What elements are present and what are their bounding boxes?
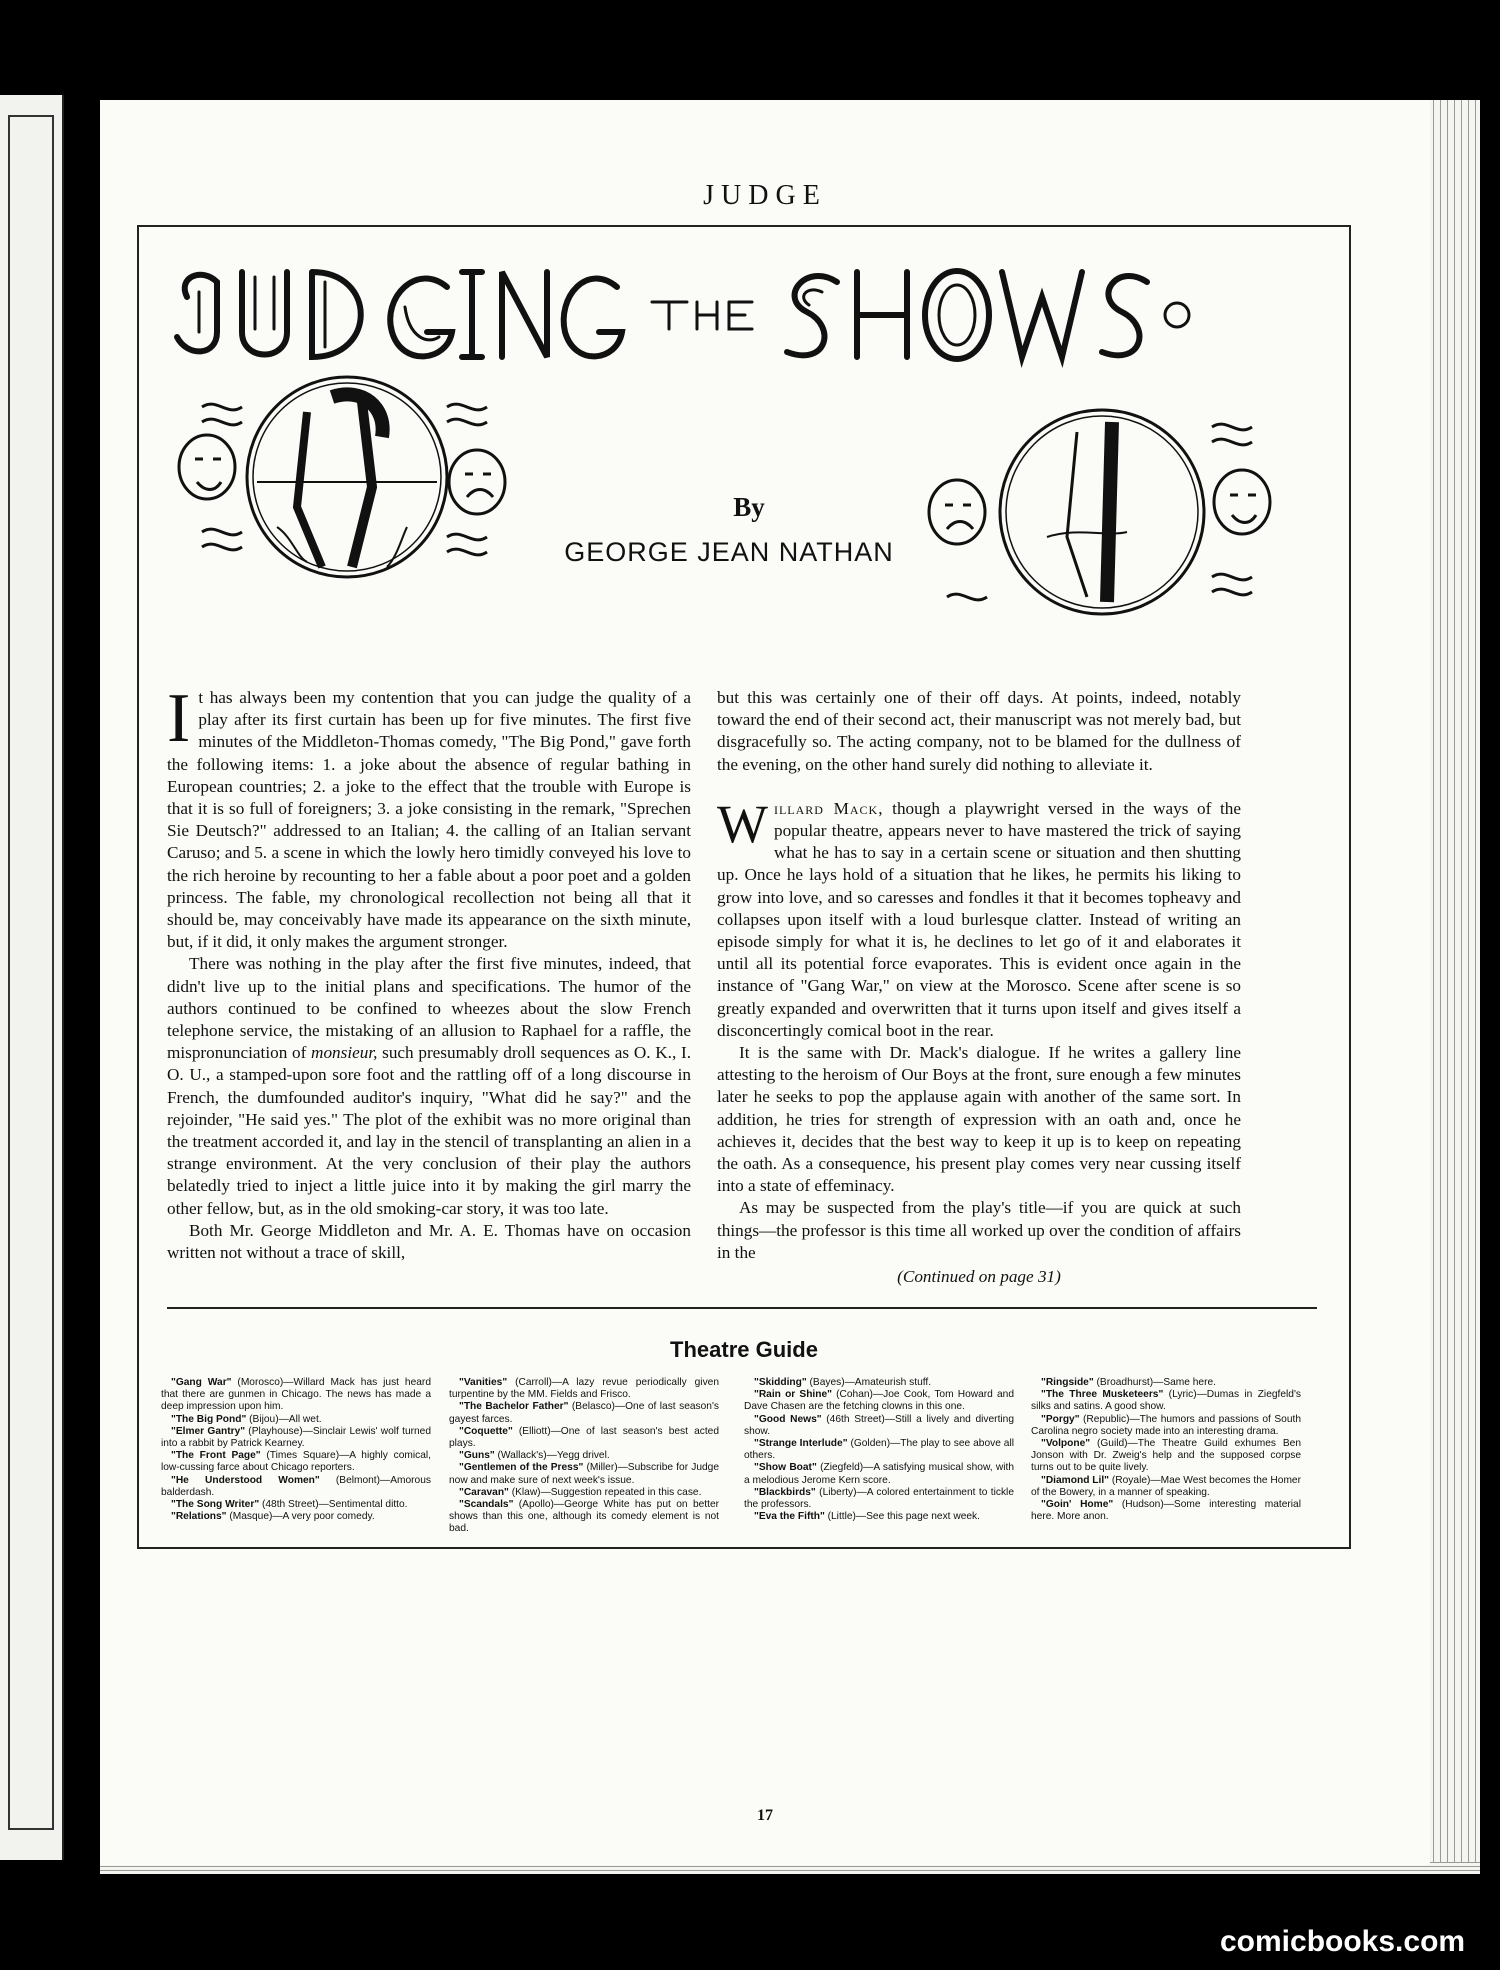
show-name: "Good News" — [754, 1413, 822, 1425]
guide-entry — [744, 1487, 1014, 1511]
show-name: "Relations" — [171, 1511, 227, 1523]
show-name: "Blackbirds" — [754, 1486, 816, 1498]
guide-entry — [744, 1511, 1014, 1523]
guide-entry — [449, 1462, 719, 1486]
guide-entry — [449, 1426, 719, 1450]
show-review: (Lyric)—Dumas in Ziegfeld's silks and satins. A good show. — [1031, 1389, 1301, 1413]
article-box — [137, 225, 1351, 1549]
show-review: (Guild)—The Theatre Guild exhumes Ben Jonson with Dr. Zweig's help and the supposed corpse turns out to be quite lively. — [1031, 1438, 1301, 1474]
show-name: "Skidding" — [754, 1377, 807, 1388]
show-review: (Carroll)—A lazy revue periodically given turpentine by the MM. Fields and Frisco. — [449, 1377, 719, 1401]
show-review: (Miller)—Subscribe for Judge now and make sure of next week's issue. — [449, 1462, 719, 1486]
theatre-guide-column-3 — [744, 1377, 1014, 1523]
page-stack-edge — [1430, 100, 1480, 1865]
drop-cap: W — [717, 793, 768, 854]
show-name: "Goin' Home" — [1041, 1499, 1114, 1511]
show-name: "The Bachelor Father" — [459, 1401, 569, 1413]
show-name: "Porgy" — [1041, 1413, 1080, 1425]
guide-entry — [744, 1438, 1014, 1462]
show-review: (48th Street)—Sentimental ditto. — [259, 1499, 408, 1511]
byline-by: By — [733, 492, 765, 522]
guide-entry — [161, 1426, 431, 1450]
article-column-1 — [167, 680, 691, 1264]
paragraph — [167, 1220, 691, 1264]
paragraph-text: It is the same with Dr. Mack's dialogue. If he writes a gallery line attesting to the heroism of Our Boys at the front, sure enough a few minutes later he seeks to pop the applause again with another of the same sort. In addition, he tries for strength of expression with an oath and, once he achieves it, decides that the best way to keep it up is to keep on repeating the oath. As a consequence, his present play comes very near cussing itself into a state of effeminacy. — [717, 1043, 1241, 1196]
paragraph-text: Both Mr. George Middleton and Mr. A. E. Thomas have on occasion written not without a trace of skill, — [167, 1220, 691, 1263]
guide-entry — [1031, 1389, 1301, 1413]
show-name: "Elmer Gantry" — [171, 1425, 246, 1437]
show-name: "Rain or Shine" — [754, 1389, 832, 1401]
show-review: (Ziegfeld)—A satisfying musical show, with a melodious Jerome Kern score. — [744, 1462, 1015, 1486]
magazine-title: JUDGE — [703, 180, 827, 211]
show-review: (Bayes)—Amateurish stuff. — [806, 1377, 932, 1388]
show-review: (Republic)—The humors and passions of South Carolina negro society made into an interesting drama. — [1031, 1413, 1301, 1437]
adjacent-page-edge — [0, 95, 64, 1860]
paragraph — [717, 793, 1241, 1042]
show-name: "The Three Musketeers" — [1041, 1389, 1164, 1401]
magazine-page — [100, 100, 1430, 1865]
small-caps-name: illard Mack, — [773, 798, 884, 818]
divider — [167, 1307, 1317, 1309]
show-name: "Guns" — [459, 1450, 495, 1462]
show-review: (Liberty)—A colored entertainment to tickle the professors. — [744, 1486, 1014, 1511]
show-name: "Volpone" — [1041, 1438, 1091, 1450]
continued-note: (Continued on page 31) — [897, 1267, 1061, 1287]
guide-entry — [161, 1414, 431, 1426]
paragraph-text: As may be suspected from the play's title—if you are quick at such things—the professor is this time all worked up over the condition of affairs in the — [717, 1198, 1241, 1262]
paragraph-text: though a playwright versed in the ways of the popular theatre, appears never to have mastered the trick of saying what he has to say in a certain scene or situation and then shutting up. Once he lays hold of a situation that he likes, he permits his liking to grow into love, and so caresses and fondles it that it becomes topheavy and collapses upon itself with a loud burlesque clatter. Instead of writing an episode simply for what it is, he declines to let go of it and elaborates it until all its potential force evaporates. This is evident once again in the instance of "Gang War," on view at the Morosco. Scene after scene is so greatly expanded and overwritten that it turns upon itself and gives itself a disconcertingly comical boot in the rear. — [717, 798, 1241, 1040]
show-review: (Wallack's)—Yegg drivel. — [494, 1450, 610, 1462]
show-review: (Masque)—A very poor comedy. — [226, 1511, 375, 1523]
guide-entry — [1031, 1414, 1301, 1438]
guide-entry — [161, 1499, 431, 1511]
paragraph — [167, 953, 691, 1219]
watermark: comicbooks.com — [1220, 1925, 1466, 1958]
paragraph — [717, 1042, 1241, 1197]
show-review: (Bijou)—All wet. — [246, 1413, 322, 1425]
show-review: (Morosco)—Willard Mack has just heard that there are gunmen in Chicago. The news has made a deep impression upon him. — [161, 1377, 431, 1413]
show-name: "Vanities" — [459, 1377, 508, 1388]
show-name: "The Front Page" — [171, 1450, 261, 1462]
show-name: "Strange Interlude" — [754, 1438, 848, 1450]
theatre-guide-column-2 — [449, 1377, 719, 1536]
guide-entry — [449, 1487, 719, 1499]
show-name: "He Understood Women" — [171, 1474, 320, 1486]
show-review: (Little)—See this page next week. — [824, 1511, 980, 1523]
show-name: "The Song Writer" — [171, 1499, 260, 1511]
show-review: (Cohan)—Joe Cook, Tom Howard and Dave Chasen are the fetching clowns in this one. — [744, 1389, 1014, 1413]
guide-entry — [744, 1462, 1014, 1486]
guide-entry — [449, 1450, 719, 1462]
guide-entry — [1031, 1377, 1301, 1389]
show-review: (Belmont)—Amorous balderdash. — [161, 1474, 431, 1498]
guide-entry — [1031, 1499, 1301, 1523]
paragraph — [717, 687, 1241, 776]
guide-entry — [1031, 1438, 1301, 1475]
guide-entry — [744, 1414, 1014, 1438]
show-name: "Show Boat" — [754, 1462, 817, 1474]
guide-entry — [449, 1377, 719, 1401]
paragraph-text: such presumably droll sequences as O. K., I. O. U., a stamped-upon sore foot and the rattling off of a long discourse in French, the dumfounded auditor's inquiry, "What did he say?" and the rejoinder, "He said yes." The plot of the exhibit was no more original than the treatment accorded it, and lay in the stencil of transplanting an alien in a strange environment. At the very conclusion of their play the authors belatedly tried to inject a little juice into it by making the girl marry the other fellow, but, as in the old smoking-car story, it was too late. — [167, 1043, 691, 1218]
theatre-guide-title: Theatre Guide — [670, 1337, 818, 1362]
guide-entry — [1031, 1475, 1301, 1499]
guide-entry — [744, 1389, 1014, 1413]
italic-word: monsieur, — [311, 1043, 378, 1063]
theatre-guide-column-4 — [1031, 1377, 1301, 1523]
paragraph-text: There was nothing in the play after the first five minutes, indeed, that didn't live up to the initial plans and specifications. The humor of the authors continued to be confined to wheezes about the slow French telephone service, the mistaking of an allusion to Raphael for a raffle, the mispronunciation of — [167, 954, 691, 1063]
show-review: (Playhouse)—Sinclair Lewis' wolf turned into a rabbit by Patrick Kearney. — [161, 1425, 432, 1450]
show-name: "Ringside" — [1041, 1377, 1094, 1388]
show-review: (Apollo)—George White has put on better shows than this one, although its comedy element is not bad. — [449, 1499, 719, 1535]
guide-entry — [744, 1377, 1014, 1389]
show-name: "Gentlemen of the Press" — [459, 1462, 584, 1474]
show-review: (Hudson)—Some interesting material here. More anon. — [1031, 1499, 1301, 1523]
guide-entry — [161, 1511, 431, 1523]
show-name: "Scandals" — [459, 1499, 514, 1511]
paragraph — [167, 680, 691, 953]
show-review: (Belasco)—One of last season's gayest farces. — [449, 1401, 719, 1425]
show-review: (46th Street)—Still a lively and diverting show. — [744, 1413, 1014, 1437]
guide-entry — [449, 1401, 719, 1425]
guide-entry — [161, 1377, 431, 1414]
show-review: (Golden)—The play to see above all others. — [744, 1438, 1014, 1462]
show-review: (Times Square)—A highly comical, low-cussing farce about Chicago reporters. — [161, 1450, 431, 1474]
judging-the-shows-title-art — [147, 237, 1337, 677]
show-name: "Diamond Lil" — [1041, 1474, 1110, 1486]
show-name: "Gang War" — [171, 1377, 232, 1388]
guide-entry — [161, 1450, 431, 1474]
guide-entry — [161, 1475, 431, 1499]
show-review: (Elliott)—One of last season's best acted plays. — [449, 1425, 719, 1450]
show-name: "Eva the Fifth" — [754, 1511, 825, 1523]
article-column-2 — [717, 687, 1241, 1288]
show-name: "Caravan" — [459, 1486, 509, 1498]
show-review: (Klaw)—Suggestion repeated in this case. — [508, 1486, 702, 1498]
paragraph-text: t has always been my contention that you can judge the quality of a play after its first curtain has been up for five minutes. The first five minutes of the Middleton-Thomas comedy, "The Big Pond," gave forth the following items: 1. a joke about the absence of regular bathing in European countries; 2. a joke to the effect that the trouble with Europe is that it is so full of foreigners; 3. a joke consisting in the remark, "Sprechen Sie Deutsch?" addressed to an Italian; 4. the calling of an Italian servant Caruso; and 5. a scene in which the lowly hero timidly conveyed his love to the rich heroine by recounting to her a fable about a poor poet and a golden princess. The fable, my chronological recollection not being all that it should be, may conceivably have made its appearance on the sixth minute, but, if it did, it only makes the argument stronger. — [167, 688, 691, 952]
author-name: GEORGE JEAN NATHAN — [564, 537, 894, 567]
show-review: (Broadhurst)—Same here. — [1093, 1377, 1216, 1388]
byline — [539, 492, 919, 568]
paragraph-text: but this was certainly one of their off days. At points, indeed, notably toward the end of their second act, their manuscript was not merely bad, but disgracefully so. The acting company, not to be blamed for the dullness of the evening, on the other hand surely did nothing to alleviate it. — [717, 688, 1241, 774]
drop-cap: I — [167, 680, 191, 757]
show-review: (Royale)—Mae West becomes the Homer of the Bowery, in a manner of speaking. — [1031, 1474, 1301, 1498]
guide-entry — [449, 1499, 719, 1536]
show-name: "Coquette" — [459, 1425, 513, 1437]
paragraph — [717, 1197, 1241, 1264]
show-name: "The Big Pond" — [171, 1413, 247, 1425]
page-number: 17 — [757, 1807, 773, 1824]
theatre-guide-column-1 — [161, 1377, 431, 1523]
